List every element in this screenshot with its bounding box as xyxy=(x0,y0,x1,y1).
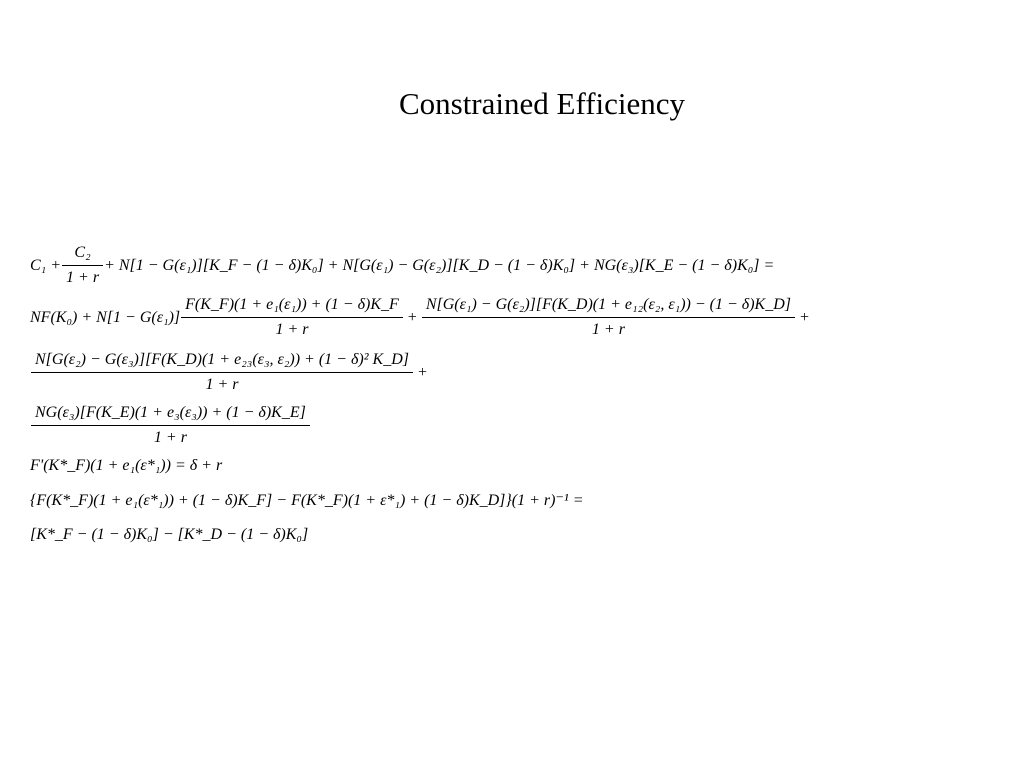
eq1-numerator: C₂ xyxy=(74,244,91,261)
eq2-frac2-numerator: N[G(ε₁) − G(ε₂)][F(K_D)(1 + e₁₂(ε₂, ε₁)) − (1 − δ)K_D] xyxy=(425,296,791,313)
eq2-tail: + xyxy=(800,308,810,326)
equation-line-7 xyxy=(30,526,308,544)
eq2-lead: NF(K₀) + N[1 − G(ε₁)] xyxy=(30,308,181,326)
equation-line-6 xyxy=(30,490,584,510)
eq4-numerator: NG(ε₃)[F(K_E)(1 + e₃(ε₃)) + (1 − δ)K_E] xyxy=(35,404,306,421)
eq4-denominator: 1 + r xyxy=(31,425,310,448)
equation-line-1 xyxy=(30,243,774,288)
slide-title: Constrained Efficiency xyxy=(398,86,686,121)
eq4-fraction xyxy=(33,403,308,448)
eq1-tail: + N[1 − G(ε₁)][K_F − (1 − δ)K₀] + N[G(ε₁) − G(ε₂)][K_D − (1 − δ)K₀] + NG(ε₃)[K_E − (1 − δ)K₀] = xyxy=(104,256,775,274)
eq7-text: [K*_F − (1 − δ)K₀] − [K*_D − (1 − δ)K₀] xyxy=(30,526,309,543)
eq3-fraction xyxy=(33,350,411,395)
eq3-denominator: 1 + r xyxy=(31,372,413,395)
equation-line-3 xyxy=(30,350,431,395)
equation-line-4 xyxy=(30,403,311,448)
eq1-fraction xyxy=(64,243,101,288)
eq2-frac2-denominator: 1 + r xyxy=(422,317,795,340)
eq1-denominator: 1 + r xyxy=(62,265,103,288)
eq2-fraction-1 xyxy=(183,295,401,340)
eq3-tail: + xyxy=(417,363,427,381)
eq2-frac1-numerator: F(K_F)(1 + e₁(ε₁)) + (1 − δ)K_F xyxy=(185,296,399,313)
eq6-text: {F(K*_F)(1 + e₁(ε*₁)) + (1 − δ)K_F] − F(K*_F)(1 + ε*₁) + (1 − δ)K_D]}(1 + r)⁻¹ = xyxy=(30,492,584,509)
eq2-frac1-denominator: 1 + r xyxy=(181,317,403,340)
eq2-plus: + xyxy=(407,308,417,326)
equation-line-2 xyxy=(30,295,813,340)
eq1-lead: C₁ + xyxy=(30,256,62,274)
eq3-numerator: N[G(ε₂) − G(ε₃)][F(K_D)(1 + e₂₃(ε₃, ε₂)) + (1 − δ)² K_D] xyxy=(35,351,409,368)
eq2-fraction-2 xyxy=(424,295,793,340)
equation-line-5 xyxy=(30,457,222,475)
eq5-text: F'(K*_F)(1 + e₁(ε*₁)) = δ + r xyxy=(30,457,223,474)
